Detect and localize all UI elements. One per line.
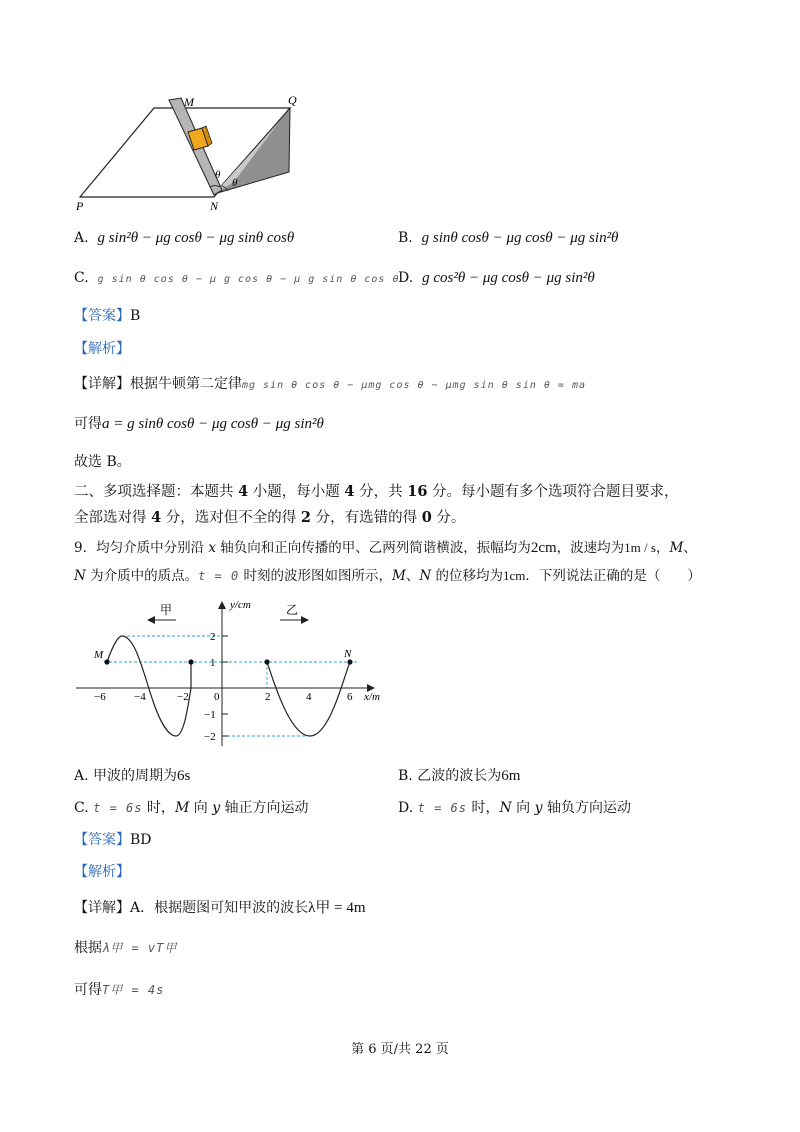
q8-analysis xyxy=(74,339,130,359)
wave-label-jia: 甲 xyxy=(160,603,173,617)
label-Q: Q xyxy=(288,93,297,107)
point-marker xyxy=(188,659,193,664)
section2-title-line2: 全部选对得 4 分，选对但不全的得 2 分，有选错的得 0 分。 xyxy=(74,509,466,526)
q8-conclusion: 故选 B。 xyxy=(74,454,131,470)
detail-tag: 【详解】 xyxy=(74,900,130,916)
label-M: M xyxy=(184,95,194,109)
incline-figure xyxy=(74,92,314,214)
wave-label-yi: 乙 xyxy=(286,603,299,617)
point-N-marker xyxy=(347,659,352,664)
q8-answer: 【答案】B xyxy=(74,308,141,324)
label-N: N xyxy=(210,199,219,213)
page-number: 第 6 页/共 22 页 xyxy=(351,1042,449,1057)
q8-option-a-expr: g sin²θ − μg cosθ − μg sinθ cosθ xyxy=(97,230,295,246)
q9-result: 可得T甲 = 4s xyxy=(74,982,165,998)
dashed-guides xyxy=(104,636,359,736)
q9-basis: 根据λ甲 = vT甲 xyxy=(74,940,178,956)
y-tick-label: −2 xyxy=(204,731,216,743)
right-incline-plane xyxy=(214,108,290,194)
point-M-label: M xyxy=(94,649,104,661)
y-tick-label: 1 xyxy=(210,657,216,669)
q8-derive: 可得a = g sinθ cosθ − μg cosθ − μg sin²θ xyxy=(74,416,324,432)
q8-option-d: D. g cos²θ − μg cosθ − μg sin²θ xyxy=(398,270,595,286)
x-tick-label: 2 xyxy=(265,691,271,703)
detail-tag: 【详解】 xyxy=(74,376,130,392)
q9-option-d: D. t = 6s 时，N 向 y 轴负方向运动 xyxy=(398,800,631,816)
answer-tag: 【答案】 xyxy=(74,308,130,324)
q8-option-c-expr: g sin θ cos θ − μ g cos θ − μ g sin θ cos θ xyxy=(97,274,400,285)
q9-option-c: C. t = 6s 时，M 向 y 轴正方向运动 xyxy=(74,800,309,816)
q9-stem-line1: 9．均匀介质中分别沿 x 轴负向和正向传播的甲、乙两列简谐横波，振幅均为2cm，波速均为1m / s，M、 xyxy=(74,540,697,556)
q9-stem-line2: N 为介质中的质点。t = 0 时刻的波形图如图所示，M、N 的位移均为1cm．下列说法正确的是（ ） xyxy=(74,568,701,584)
q8-detail: 【详解】根据牛顿第二定律mg sin θ cos θ − μmg cos θ − μmg sin θ sin θ = ma xyxy=(74,376,587,392)
wave-jia-curve xyxy=(107,636,191,736)
answer-tag: 【答案】 xyxy=(74,832,130,848)
q8-option-c: C. g sin θ cos θ − μ g cos θ − μ g sin θ cos θ xyxy=(74,270,400,286)
section2-title-line1: 二、多项选择题：本题共 4 小题，每小题 4 分，共 16 分。每小题有多个选项符合题目要求， xyxy=(74,483,679,500)
label-theta-left: θ xyxy=(215,169,221,181)
x-tick-label: −6 xyxy=(94,691,106,703)
q8-option-d-expr: g cos²θ − μg cosθ − μg sin²θ xyxy=(422,270,595,286)
point-M-marker xyxy=(104,659,109,664)
analysis-tag: 【解析】 xyxy=(74,864,130,880)
wave-figure xyxy=(74,596,394,748)
x-tick-label: 0 xyxy=(214,691,220,703)
q8-option-b: B. g sinθ cosθ − μg cosθ − μg sin²θ xyxy=(398,230,619,246)
y-tick-label: 2 xyxy=(210,631,216,643)
q8-option-a: A. g sin²θ − μg cosθ − μg sinθ cosθ xyxy=(74,230,295,246)
q9-answer: 【答案】BD xyxy=(74,832,152,848)
x-tick-label: −4 xyxy=(134,691,146,703)
label-P: P xyxy=(76,199,84,213)
label-theta-right: θ xyxy=(232,177,238,189)
x-tick-label: 6 xyxy=(347,691,353,703)
point-N-label: N xyxy=(344,648,352,660)
q8-derive-equation: a = g sinθ cosθ − μg cosθ − μg sin²θ xyxy=(102,416,324,432)
q9-option-a: A. 甲波的周期为6s xyxy=(74,768,191,784)
q9-analysis xyxy=(74,862,130,882)
x-tick-label: 4 xyxy=(306,691,312,703)
x-axis-label: x/m xyxy=(364,691,380,703)
q8-option-b-expr: g sinθ cosθ − μg cosθ − μg sin²θ xyxy=(421,230,619,246)
analysis-tag: 【解析】 xyxy=(74,341,130,357)
y-axis-label: y/cm xyxy=(230,599,251,611)
q9-option-b: B. 乙波的波长为6m xyxy=(398,768,521,784)
x-tick-label: −2 xyxy=(177,691,189,703)
y-tick-label: −1 xyxy=(204,709,216,721)
point-marker xyxy=(264,659,269,664)
q9-detail: 【详解】A．根据题图可知甲波的波长λ甲 = 4m xyxy=(74,900,366,916)
q8-detail-equation: mg sin θ cos θ − μmg cos θ − μmg sin θ sin θ = ma xyxy=(242,380,587,391)
